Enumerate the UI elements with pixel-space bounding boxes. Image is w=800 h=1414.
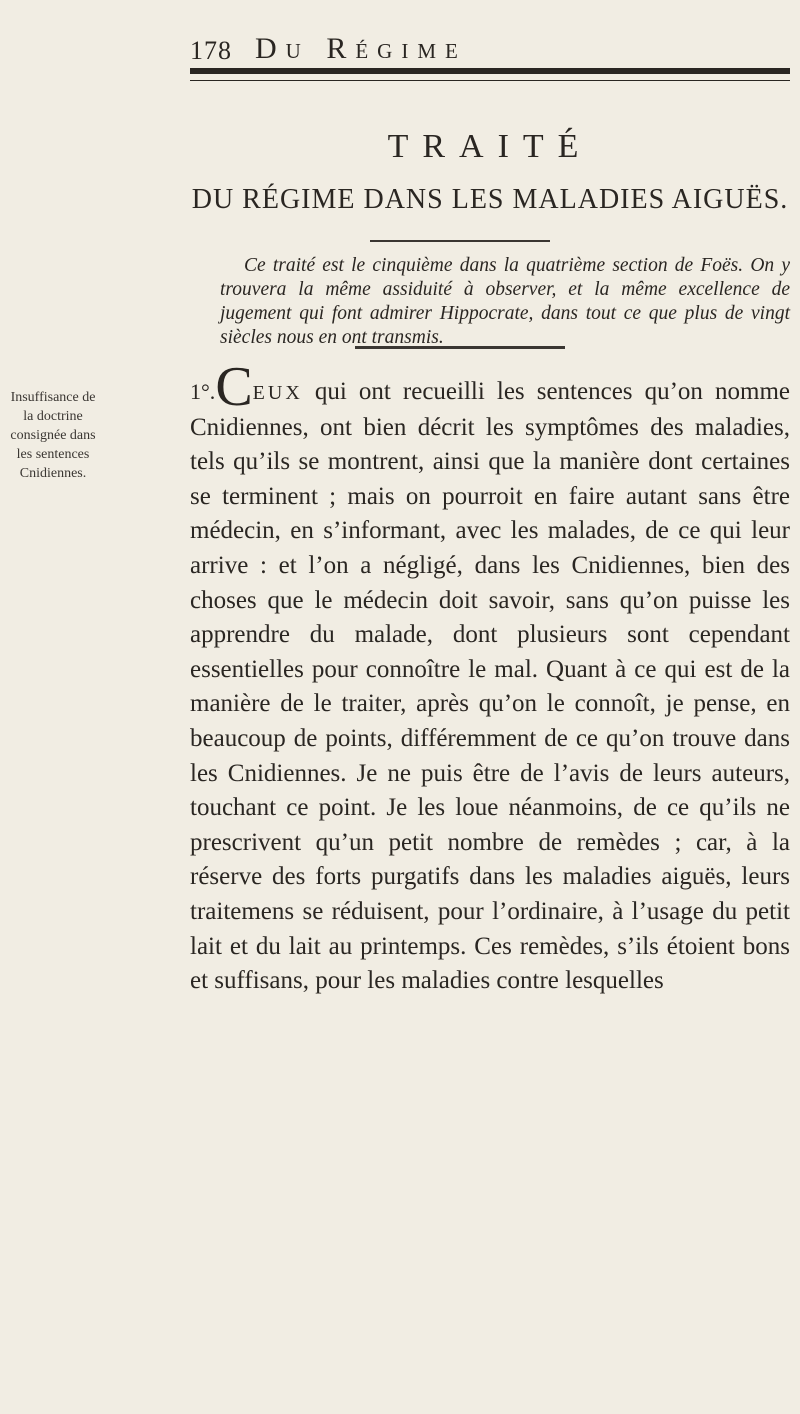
opening-word: EUX bbox=[252, 382, 303, 404]
header-thick-rule bbox=[190, 68, 790, 74]
editor-note: Ce traité est le cinquième dans la quatrième section de Foës. On y trouvera la même assiduité à observer, et la même excellence de jugement qui font admirer Hippocrate, dans tout ce que plus de vingt siècles nous en ont transmis. bbox=[220, 255, 790, 348]
paragraph-ordinal: 1°. bbox=[190, 379, 216, 404]
running-header bbox=[0, 26, 800, 66]
ornamental-rule-top bbox=[370, 240, 550, 242]
treatise-subtitle: DU RÉGIME DANS LES MALADIES AIGUËS. bbox=[191, 184, 789, 215]
body-paragraph bbox=[190, 356, 790, 999]
treatise-title: TRAITÉ bbox=[387, 128, 593, 165]
body-text bbox=[190, 356, 790, 999]
page-number: 178 bbox=[190, 36, 232, 65]
drop-cap: C bbox=[215, 356, 253, 418]
ornamental-rule-bottom bbox=[355, 346, 565, 349]
header-thin-rule bbox=[190, 80, 790, 81]
running-title: Du Régime bbox=[255, 32, 467, 65]
margin-note: Insuffisance de la doctrine consignée dans les sentences Cnidiennes. bbox=[10, 390, 96, 481]
paragraph-text: qui ont recueilli les sentences qu’on nomme Cnidiennes, ont bien décrit les symptômes des maladies, tels qu’ils se montrent, ainsi que la manière dont certaines se terminent ; mais on pourroit en faire autant sans être médecin, en s’informant, avec les malades, de ce qui leur arrive : et l’on a négligé, dans les Cnidiennes, bien des choses que le médecin doit savoir, sans qu’on puisse les apprendre du malade, dont plusieurs sont cependant essentielles pour connoître le mal. Quant à ce qui est de la manière de le traiter, après qu’on le connoît, je pense, en beaucoup de points, différemment de ce qu’on trouve dans les Cnidiennes. Je ne puis être de l’avis de leurs auteurs, touchant ce point. Je les loue néanmoins, de ce qu’ils ne prescrivent qu’un petit nombre de remèdes ; car, à la réserve des forts purgatifs dans les maladies aiguës, leurs traitemens se réduisent, pour l’ordinaire, à l’usage du petit lait et du lait au printemps. Ces remèdes, s’ils étoient bons et suffisans, pour les maladies contre lesquelles bbox=[190, 378, 790, 995]
